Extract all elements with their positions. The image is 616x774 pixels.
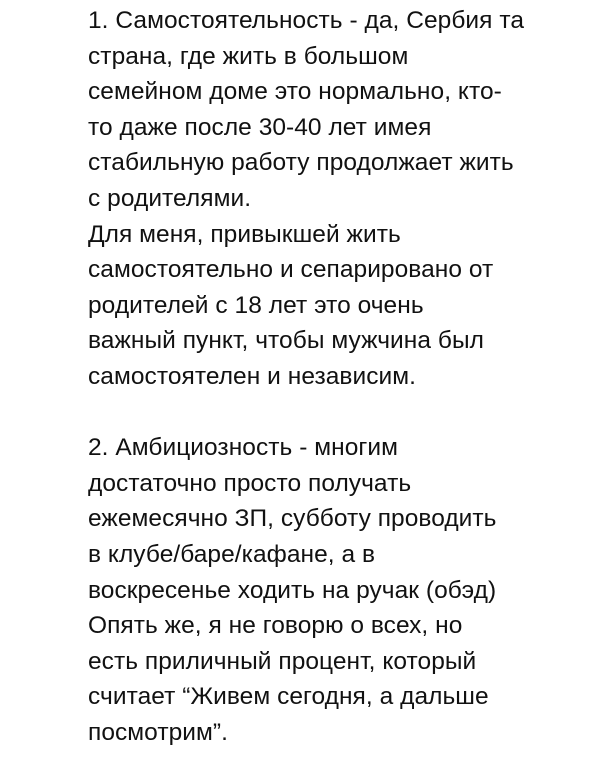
paragraph-2-line: воскресенье ходить на ручак (обэд) <box>88 576 497 604</box>
paragraph-2-line: в клубе/баре/кафане, а в <box>88 540 376 568</box>
paragraph-spacer <box>88 395 608 431</box>
paragraph-1-line: семейном доме это нормально, кто- <box>88 78 502 106</box>
paragraph-2-line: Опять же, я не говорю о всех, но <box>88 612 463 640</box>
paragraph-1-line: страна, где жить в большом <box>88 42 409 70</box>
paragraph-1-line: важный пункт, чтобы мужчина был <box>88 327 484 355</box>
paragraph-2-line: достаточно просто получать <box>88 469 412 497</box>
paragraph-1-line: 1. Самостоятельность - да, Сербия та <box>88 7 525 34</box>
paragraph-2-line: ежемесячно ЗП, субботу проводить <box>88 505 497 533</box>
paragraph-1-line: родителей с 18 лет это очень <box>88 291 424 319</box>
paragraph-2-line: есть приличный процент, который <box>88 647 477 675</box>
paragraph-1-line: самостоятельно и сепарировано от <box>88 256 494 284</box>
paragraph-1-line: самостоятелен и независим. <box>88 362 417 390</box>
paragraph-1-line: стабильную работу продолжает жить <box>88 149 514 177</box>
document-text <box>88 3 608 750</box>
paragraph-1-line: то даже после 30-40 лет имея <box>88 113 432 141</box>
paragraph-2-line: 2. Амбициозность - многим <box>88 434 399 462</box>
paragraph-1-line: Для меня, привыкшей жить <box>88 220 401 248</box>
paragraph-2-line: считает “Живем сегодня, а дальше <box>88 683 489 711</box>
paragraph-2-line: посмотрим”. <box>88 718 228 746</box>
paragraph-1-line: с родителями. <box>88 184 252 212</box>
